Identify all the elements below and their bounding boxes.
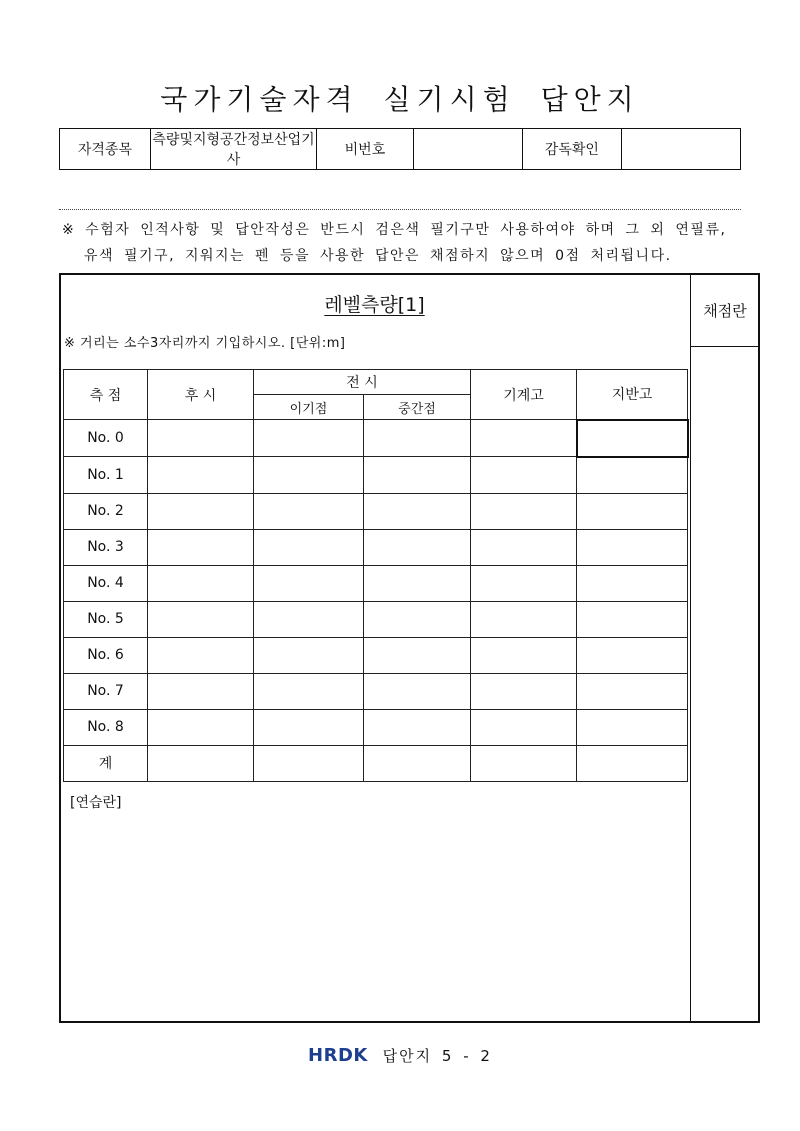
backsight-cell[interactable] (148, 709, 254, 745)
table-body (64, 420, 688, 782)
table-row (64, 529, 688, 565)
station-label: No. 3 (64, 529, 148, 565)
instrument-height-cell[interactable] (471, 637, 577, 673)
station-label: No. 2 (64, 493, 148, 529)
instrument-height-cell[interactable] (471, 457, 577, 494)
intermediate-cell[interactable] (364, 673, 471, 709)
turning-point-cell[interactable] (254, 529, 364, 565)
backsight-cell[interactable] (148, 493, 254, 529)
label-number: 비번호 (317, 129, 413, 170)
header-turning-point: 이기점 (254, 395, 364, 420)
intermediate-cell[interactable] (364, 601, 471, 637)
header-intermediate: 중간점 (364, 395, 471, 420)
ground-height-cell[interactable] (577, 709, 688, 745)
hrdk-logo: HRDK (308, 1045, 368, 1066)
instrument-height-cell[interactable] (471, 673, 577, 709)
station-label: No. 8 (64, 709, 148, 745)
ground-height-cell[interactable] (577, 673, 688, 709)
intermediate-cell[interactable] (364, 745, 471, 781)
instrument-height-cell[interactable] (471, 529, 577, 565)
table-row (64, 457, 688, 494)
header-foresight: 전 시 (254, 370, 471, 395)
header-station: 측 점 (64, 370, 148, 420)
ground-height-cell[interactable] (577, 529, 688, 565)
instrument-height-cell[interactable] (471, 493, 577, 529)
intermediate-cell[interactable] (364, 420, 471, 457)
table-row (64, 673, 688, 709)
turning-point-cell[interactable] (254, 745, 364, 781)
backsight-cell[interactable] (148, 529, 254, 565)
table-row (64, 709, 688, 745)
station-label: No. 4 (64, 565, 148, 601)
turning-point-cell[interactable] (254, 637, 364, 673)
ground-height-cell[interactable] (577, 601, 688, 637)
label-supervisor: 감독확인 (523, 129, 622, 170)
ground-height-cell[interactable] (577, 457, 688, 494)
number-field[interactable] (413, 129, 522, 170)
divider (59, 209, 741, 210)
backsight-cell[interactable] (148, 637, 254, 673)
station-label: No. 1 (64, 457, 148, 494)
turning-point-cell[interactable] (254, 565, 364, 601)
intermediate-cell[interactable] (364, 565, 471, 601)
turning-point-cell[interactable] (254, 493, 364, 529)
backsight-cell[interactable] (148, 565, 254, 601)
backsight-cell[interactable] (148, 420, 254, 457)
practice-area-label: [연습란] (70, 795, 122, 811)
ground-height-cell[interactable] (577, 745, 688, 781)
header-instrument-height: 기계고 (471, 370, 577, 420)
score-column (690, 273, 760, 1023)
station-label: No. 0 (64, 420, 148, 457)
instruction-text: ※ 거리는 소수3자리까지 기입하시오. [단위:m] (64, 336, 346, 351)
ground-height-cell[interactable] (577, 493, 688, 529)
instrument-height-cell[interactable] (471, 601, 577, 637)
table-row (64, 493, 688, 529)
ground-height-cell[interactable] (577, 637, 688, 673)
table-row (64, 420, 688, 457)
section-title (59, 290, 690, 317)
score-label: 채점란 (691, 274, 759, 347)
intermediate-cell[interactable] (364, 493, 471, 529)
intermediate-cell[interactable] (364, 529, 471, 565)
intermediate-cell[interactable] (364, 457, 471, 494)
info-table (59, 128, 741, 170)
instrument-height-cell[interactable] (471, 709, 577, 745)
turning-point-cell[interactable] (254, 457, 364, 494)
backsight-cell[interactable] (148, 601, 254, 637)
instrument-height-cell[interactable] (471, 565, 577, 601)
intermediate-cell[interactable] (364, 709, 471, 745)
header-ground-height: 지반고 (577, 370, 688, 420)
header-backsight: 후 시 (148, 370, 254, 420)
footer (0, 1045, 800, 1066)
turning-point-cell[interactable] (254, 673, 364, 709)
station-label: 계 (64, 745, 148, 781)
section-title-text: 레벨측량[1] (324, 294, 425, 316)
table-row (64, 601, 688, 637)
station-label: No. 7 (64, 673, 148, 709)
table-row (64, 637, 688, 673)
turning-point-cell[interactable] (254, 709, 364, 745)
intermediate-cell[interactable] (364, 637, 471, 673)
notice-line-2: 유색 필기구, 지워지는 펜 등을 사용한 답안은 채점하지 않으며 0점 처리됩니다. (84, 248, 672, 264)
supervisor-field[interactable] (621, 129, 740, 170)
label-qualification: 자격종목 (60, 129, 151, 170)
ground-height-cell[interactable] (577, 565, 688, 601)
station-label: No. 5 (64, 601, 148, 637)
page-number: 답안지 5 - 2 (382, 1047, 492, 1065)
instrument-height-cell[interactable] (471, 745, 577, 781)
notice-line-1: ※ 수험자 인적사항 및 답안작성은 반드시 검은색 필기구만 사용하여야 하며 그 외 연필류, (62, 222, 727, 238)
qualification-value: 측량및지형공간정보산업기사 (150, 129, 316, 170)
ground-height-cell[interactable] (577, 420, 688, 457)
level-survey-table (63, 369, 689, 782)
backsight-cell[interactable] (148, 457, 254, 494)
backsight-cell[interactable] (148, 673, 254, 709)
station-label: No. 6 (64, 637, 148, 673)
table-row (64, 565, 688, 601)
turning-point-cell[interactable] (254, 601, 364, 637)
instrument-height-cell[interactable] (471, 420, 577, 457)
turning-point-cell[interactable] (254, 420, 364, 457)
backsight-cell[interactable] (148, 745, 254, 781)
table-row (64, 745, 688, 781)
document-title: 국가기술자격 실기시험 답안지 (160, 83, 640, 116)
